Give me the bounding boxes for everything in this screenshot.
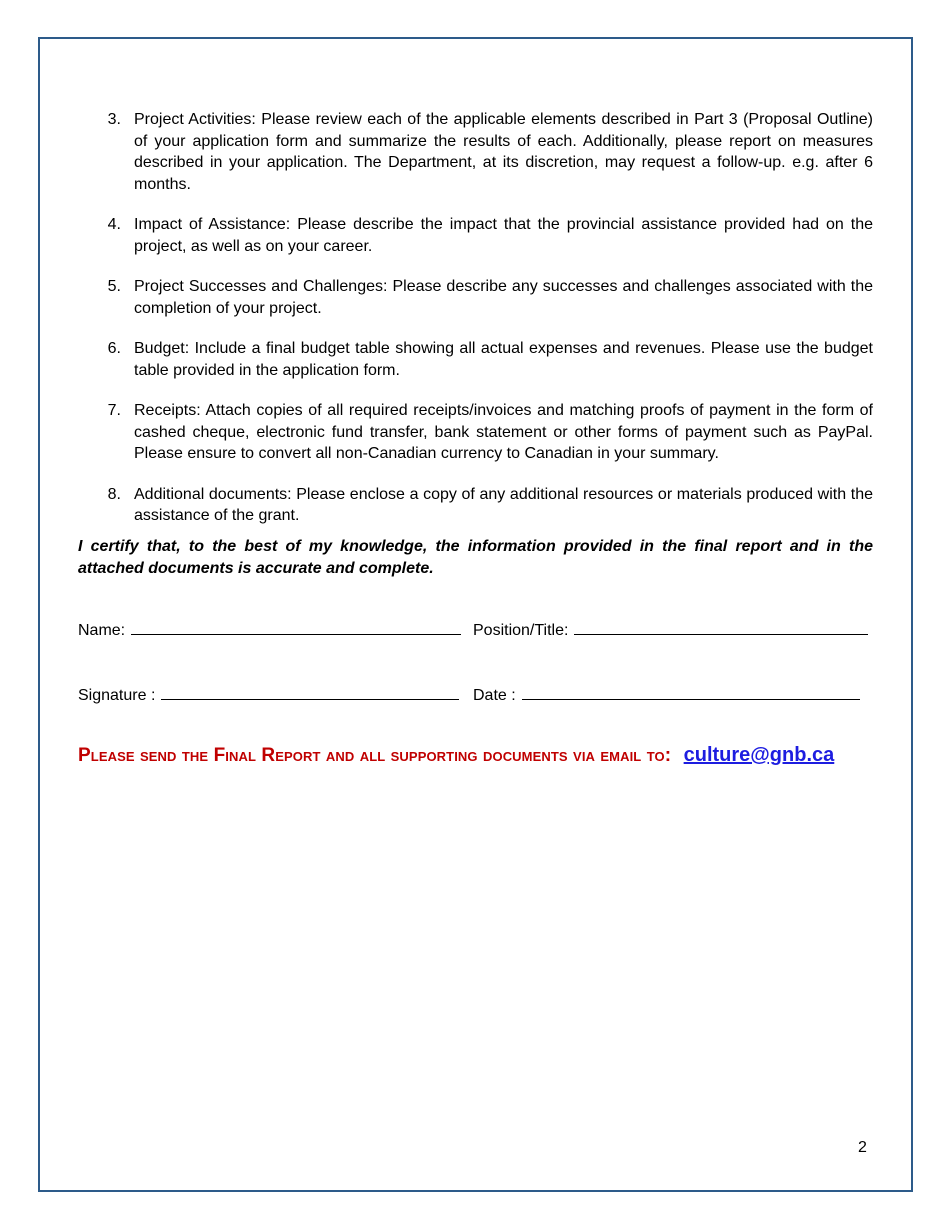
- list-item: [78, 276, 873, 319]
- position-line[interactable]: [574, 619, 868, 635]
- send-instructions: [78, 744, 834, 767]
- instructions-list: [78, 109, 873, 546]
- item-number: 7.: [107, 402, 121, 419]
- item-text: Impact of Assistance: Please describe the impact that the provincial assistance provided had on the project, as well as on your career.: [134, 216, 873, 255]
- item-text: Budget: Include a final budget table showing all actual expenses and revenues. Please use the budget table provided in the application form.: [134, 340, 873, 379]
- list-item: [78, 214, 873, 257]
- page-number: 2: [858, 1139, 867, 1156]
- name-field-group: [78, 619, 461, 640]
- item-number: 4.: [107, 216, 121, 233]
- name-label: Name:: [78, 622, 126, 639]
- send-text: Please send the Final Report and all supporting documents via email to:: [78, 745, 672, 766]
- item-text: Additional documents: Please enclose a copy of any additional resources or materials produced with the assistance of the grant.: [134, 485, 873, 524]
- item-number: 5.: [107, 278, 121, 295]
- date-line[interactable]: [522, 684, 860, 700]
- item-text: Project Activities: Please review each of the applicable elements described in Part 3 (Proposal Outline) of your application form and summarize the results of each. Additionally, please report on measures described in your application. The Department, at its discretion, may request a follow-up. e.g. after 6 months.: [134, 111, 873, 193]
- item-number: 8.: [107, 485, 121, 503]
- position-label: Position/Title:: [473, 622, 569, 639]
- item-number: 6.: [107, 340, 121, 357]
- signature-line[interactable]: [161, 684, 459, 700]
- item-text: Project Successes and Challenges: Please describe any successes and challenges associated with the completion of your project.: [134, 278, 873, 317]
- email-link[interactable]: culture@gnb.ca: [683, 744, 835, 766]
- signature-field-group: [78, 684, 459, 705]
- position-field-group: [473, 619, 868, 640]
- item-text: Receipts: Attach copies of all required receipts/invoices and matching proofs of payment in the form of cashed cheque, electronic fund transfer, bank statement or other forms of payment such as PayPal. Please ensure to convert all non-Canadian currency to Canadian in your summary.: [134, 402, 873, 462]
- item-number: 3.: [107, 111, 121, 128]
- date-field-group: [473, 684, 860, 705]
- list-item: [78, 109, 873, 195]
- list-item: [78, 484, 873, 527]
- certification-statement: I certify that, to the best of my knowledge, the information provided in the final report and in the attached documents is accurate and complete.: [78, 538, 873, 577]
- list-item: [78, 338, 873, 381]
- signature-label: Signature :: [78, 687, 156, 704]
- date-label: Date :: [473, 687, 516, 704]
- list-item: [78, 400, 873, 465]
- name-line[interactable]: [131, 619, 461, 635]
